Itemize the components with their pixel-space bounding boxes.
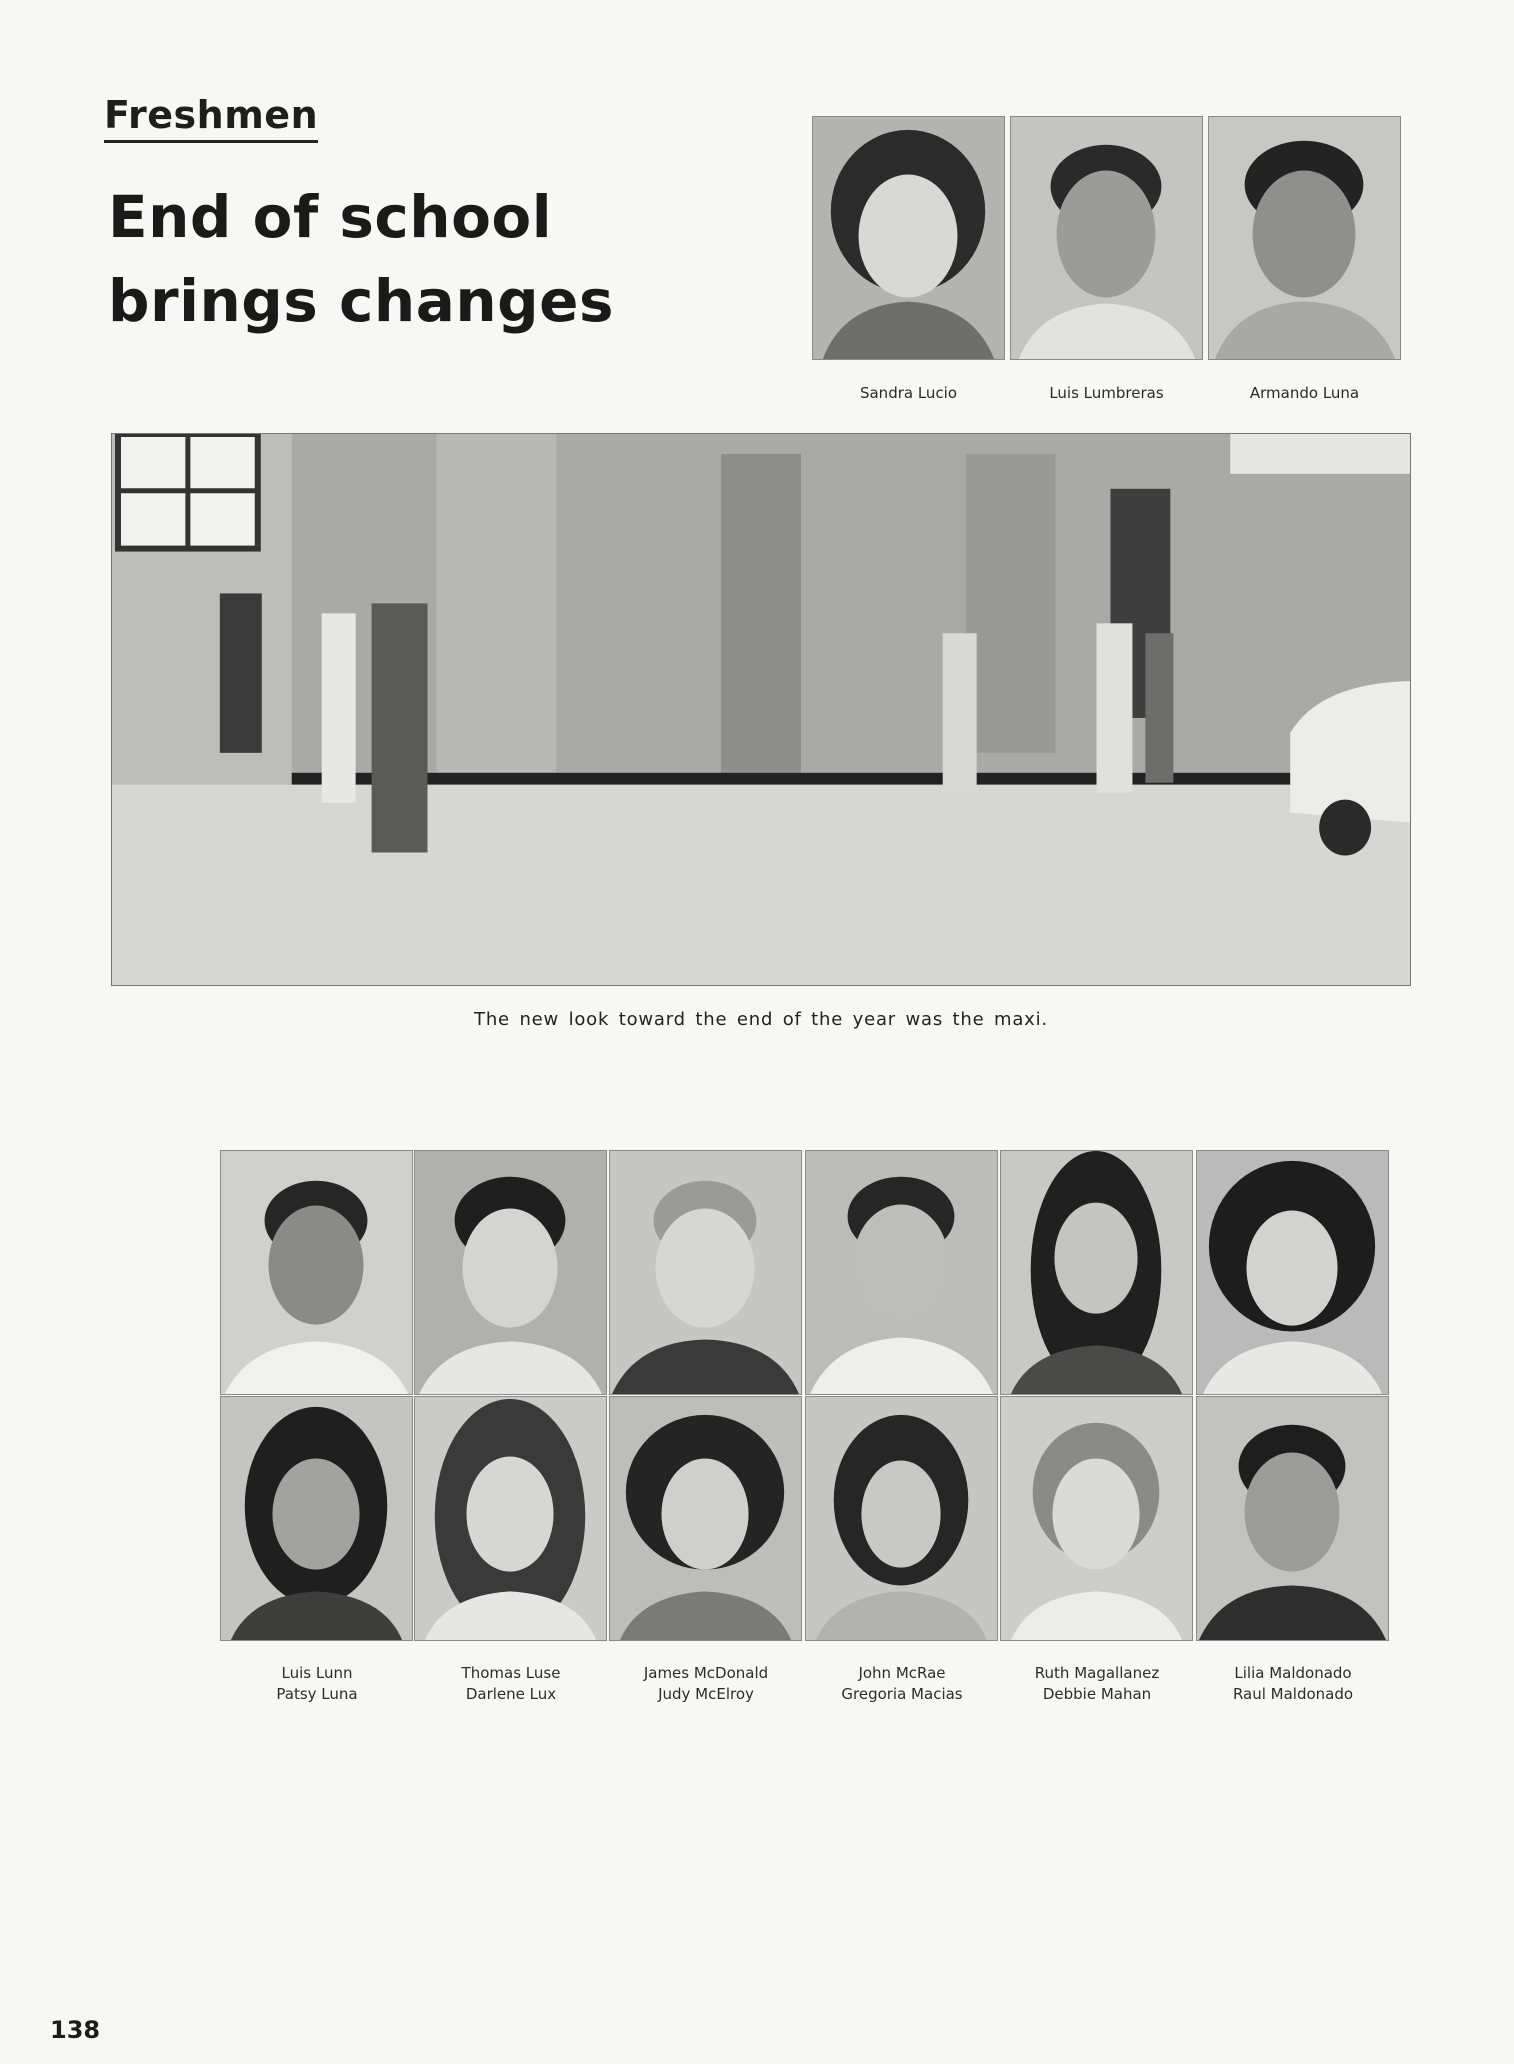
main-photo-caption: The new look toward the end of the year was the maxi. [474, 1009, 1048, 1030]
grid-portrait-r1-c4 [805, 1150, 998, 1395]
grid-portrait-r1-c1 [220, 1150, 413, 1395]
grid-caption-col-1-line-2: Patsy Luna [276, 1685, 358, 1703]
page-headline [108, 175, 614, 343]
grid-caption-col-2-line-1: Thomas Luse [461, 1664, 561, 1682]
page-number: 138 [50, 2016, 101, 2044]
grid-caption-col-4-line-1: John McRae [858, 1664, 946, 1682]
grid-caption-col-3 [609, 1663, 803, 1705]
grid-portrait-r1-c2 [414, 1150, 607, 1395]
grid-portrait-r2-c4 [805, 1396, 998, 1641]
grid-caption-col-5-line-1: Ruth Magallanez [1034, 1664, 1160, 1682]
grid-portrait-r1-c5 [1000, 1150, 1193, 1395]
grid-caption-col-6-line-1: Lilia Maldonado [1234, 1664, 1352, 1682]
grid-caption-col-5-line-2: Debbie Mahan [1042, 1685, 1152, 1703]
main-photo [111, 433, 1411, 986]
portrait-top-2 [1010, 116, 1203, 360]
grid-portrait-r2-c6 [1196, 1396, 1389, 1641]
grid-caption-col-3-line-2: Judy McElroy [658, 1685, 754, 1703]
grid-portrait-r2-c3 [609, 1396, 802, 1641]
grid-caption-col-3-line-1: James McDonald [643, 1664, 769, 1682]
grid-caption-col-6-line-2: Raul Maldonado [1232, 1685, 1354, 1703]
portrait-top-3 [1208, 116, 1401, 360]
grid-caption-col-4 [805, 1663, 999, 1705]
grid-portrait-r1-c3 [609, 1150, 802, 1395]
grid-portrait-r2-c2 [414, 1396, 607, 1641]
grid-caption-col-1-line-1: Luis Lunn [281, 1664, 353, 1682]
grid-caption-col-5 [1000, 1663, 1194, 1705]
headline-line-2: brings changes [108, 267, 615, 335]
grid-caption-col-4-line-2: Gregoria Macias [841, 1685, 963, 1703]
section-label: Freshmen [104, 92, 318, 143]
portrait-top-1 [812, 116, 1005, 360]
grid-caption-col-1 [220, 1663, 414, 1705]
headline-line-1: End of school [108, 183, 553, 251]
grid-caption-col-2-line-2: Darlene Lux [465, 1685, 557, 1703]
portrait-top-3-caption: Armando Luna [1249, 384, 1360, 402]
grid-caption-col-6 [1196, 1663, 1390, 1705]
grid-portrait-r2-c1 [220, 1396, 413, 1641]
grid-caption-col-2 [414, 1663, 608, 1705]
grid-portrait-r1-c6 [1196, 1150, 1389, 1395]
grid-portrait-r2-c5 [1000, 1396, 1193, 1641]
portrait-top-2-caption: Luis Lumbreras [1049, 384, 1164, 402]
portrait-top-1-caption: Sandra Lucio [859, 384, 958, 402]
